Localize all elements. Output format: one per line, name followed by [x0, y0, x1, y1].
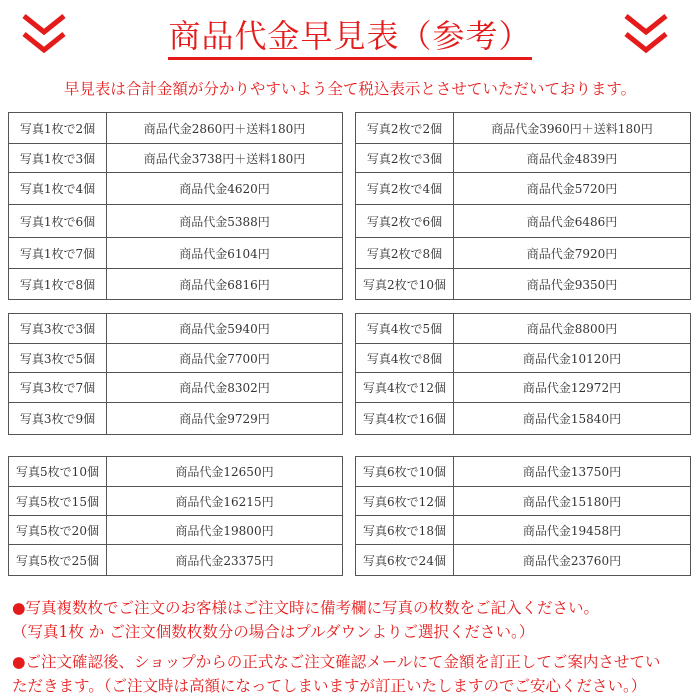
table-row: [9, 344, 342, 373]
table-row: [356, 403, 690, 434]
quantity-cell: 写真1枚で8個: [9, 269, 107, 299]
table-row: [356, 545, 690, 575]
price-cell: 商品代金13750円: [522, 465, 622, 479]
note-line: （写真1枚 か ご注文個数枚数分の場合はプルダウンよりご選択ください。）: [12, 623, 535, 641]
quantity-cell: 写真5枚で15個: [9, 487, 107, 515]
table-row: [9, 113, 342, 144]
page-title-text: 商品代金早見表（参考）: [168, 17, 531, 60]
price-cell: 商品代金9350円: [526, 277, 618, 292]
table-row: [9, 545, 342, 575]
quantity-cell: 写真4枚で16個: [356, 403, 454, 434]
table-row: [9, 457, 342, 487]
quantity-cell: 写真5枚で10個: [9, 457, 107, 486]
quantity-cell: 写真2枚で3個: [356, 144, 454, 172]
quantity-cell: 写真4枚で8個: [356, 344, 454, 372]
table-row: [356, 516, 690, 545]
table-row: [9, 173, 342, 205]
price-cell: 商品代金12972円: [522, 381, 622, 395]
quantity-cell: 写真3枚で7個: [9, 373, 107, 402]
price-table-5-photo: [8, 456, 343, 576]
price-cell: 商品代金16215円: [175, 494, 274, 509]
price-cell: 商品代金6486円: [526, 214, 618, 229]
price-cell: 商品代金7920円: [526, 246, 618, 261]
quantity-cell: 写真1枚で6個: [9, 205, 107, 237]
price-cell: 商品代金6816円: [179, 277, 270, 292]
price-cell: 商品代金12650円: [175, 465, 274, 479]
table-row: [356, 373, 690, 403]
price-cell: 商品代金4839円: [526, 151, 618, 166]
note-line: ただきます。（ご注文時は高額になってしまいますが訂正いたしますのでご安心ください。）: [12, 677, 647, 695]
quantity-cell: 写真1枚で7個: [9, 238, 107, 268]
quantity-cell: 写真2枚で10個: [356, 269, 454, 299]
price-cell: 商品代金3738円＋送料180円: [143, 151, 306, 166]
price-cell: 商品代金6104円: [179, 246, 270, 261]
price-cell: 商品代金19458円: [522, 523, 622, 538]
table-row: [9, 403, 342, 434]
table-row: [356, 238, 690, 269]
table-row: [9, 516, 342, 545]
price-cell: 商品代金5388円: [179, 214, 270, 229]
table-row: [356, 487, 690, 516]
table-row: [9, 314, 342, 344]
table-row: [9, 238, 342, 269]
price-cell: 商品代金23375円: [175, 553, 274, 568]
table-row: [9, 205, 342, 238]
quantity-cell: 写真6枚で12個: [356, 487, 454, 515]
quantity-cell: 写真4枚で5個: [356, 314, 454, 343]
quantity-cell: 写真1枚で3個: [9, 144, 107, 172]
quantity-cell: 写真6枚で18個: [356, 516, 454, 544]
price-cell: 商品代金8302円: [179, 381, 270, 395]
page-title: [0, 16, 700, 56]
price-cell: 商品代金15180円: [522, 494, 622, 509]
note-price-correction: [12, 650, 692, 698]
table-row: [356, 269, 690, 299]
price-cell: 商品代金5940円: [179, 322, 270, 336]
quantity-cell: 写真5枚で25個: [9, 545, 107, 575]
quantity-cell: 写真6枚で24個: [356, 545, 454, 575]
price-table-4-photo: [355, 313, 691, 435]
quantity-cell: 写真6枚で10個: [356, 457, 454, 486]
price-cell: 商品代金3960円＋送料180円: [491, 121, 653, 136]
price-cell: 商品代金4620円: [179, 182, 270, 196]
price-table-1-photo: [8, 112, 343, 300]
table-row: [356, 314, 690, 344]
table-row: [9, 487, 342, 516]
note-multiple-photos: [12, 596, 692, 644]
note-line: ●ご注文確認後、ショップからの正式なご注文確認メールにて金額を訂正してご案内させてい: [12, 653, 661, 671]
table-row: [356, 144, 690, 173]
note-line: ●写真複数枚でご注文のお客様はご注文時に備考欄に写真の枚数をご記入ください。: [12, 599, 600, 617]
quantity-cell: 写真3枚で5個: [9, 344, 107, 372]
tax-note: 早見表は合計金額が分かりやすいよう全て税込表示とさせていただいております。: [63, 80, 637, 98]
price-cell: 商品代金19800円: [175, 523, 274, 538]
table-row: [356, 173, 690, 205]
quantity-cell: 写真5枚で20個: [9, 516, 107, 544]
quantity-cell: 写真2枚で2個: [356, 113, 454, 143]
price-cell: 商品代金2860円＋送料180円: [143, 121, 306, 136]
price-table-3-photo: [8, 313, 343, 435]
price-table-2-photo: [355, 112, 691, 300]
quantity-cell: 写真2枚で8個: [356, 238, 454, 268]
price-cell: 商品代金7700円: [179, 351, 270, 366]
price-table-6-photo: [355, 456, 691, 576]
table-row: [356, 205, 690, 238]
price-cell: 商品代金15840円: [522, 412, 622, 426]
table-row: [356, 457, 690, 487]
table-row: [356, 344, 690, 373]
price-cell: 商品代金5720円: [526, 182, 618, 196]
quantity-cell: 写真4枚で12個: [356, 373, 454, 402]
quantity-cell: 写真3枚で3個: [9, 314, 107, 343]
quantity-cell: 写真3枚で9個: [9, 403, 107, 434]
table-row: [9, 269, 342, 299]
price-cell: 商品代金9729円: [179, 412, 270, 426]
table-row: [9, 144, 342, 173]
quantity-cell: 写真1枚で4個: [9, 173, 107, 204]
quantity-cell: 写真1枚で2個: [9, 113, 107, 143]
table-row: [356, 113, 690, 144]
price-cell: 商品代金8800円: [526, 322, 618, 336]
price-cell: 商品代金23760円: [522, 553, 622, 568]
quantity-cell: 写真2枚で6個: [356, 205, 454, 237]
quantity-cell: 写真2枚で4個: [356, 173, 454, 204]
table-row: [9, 373, 342, 403]
price-cell: 商品代金10120円: [522, 351, 622, 366]
